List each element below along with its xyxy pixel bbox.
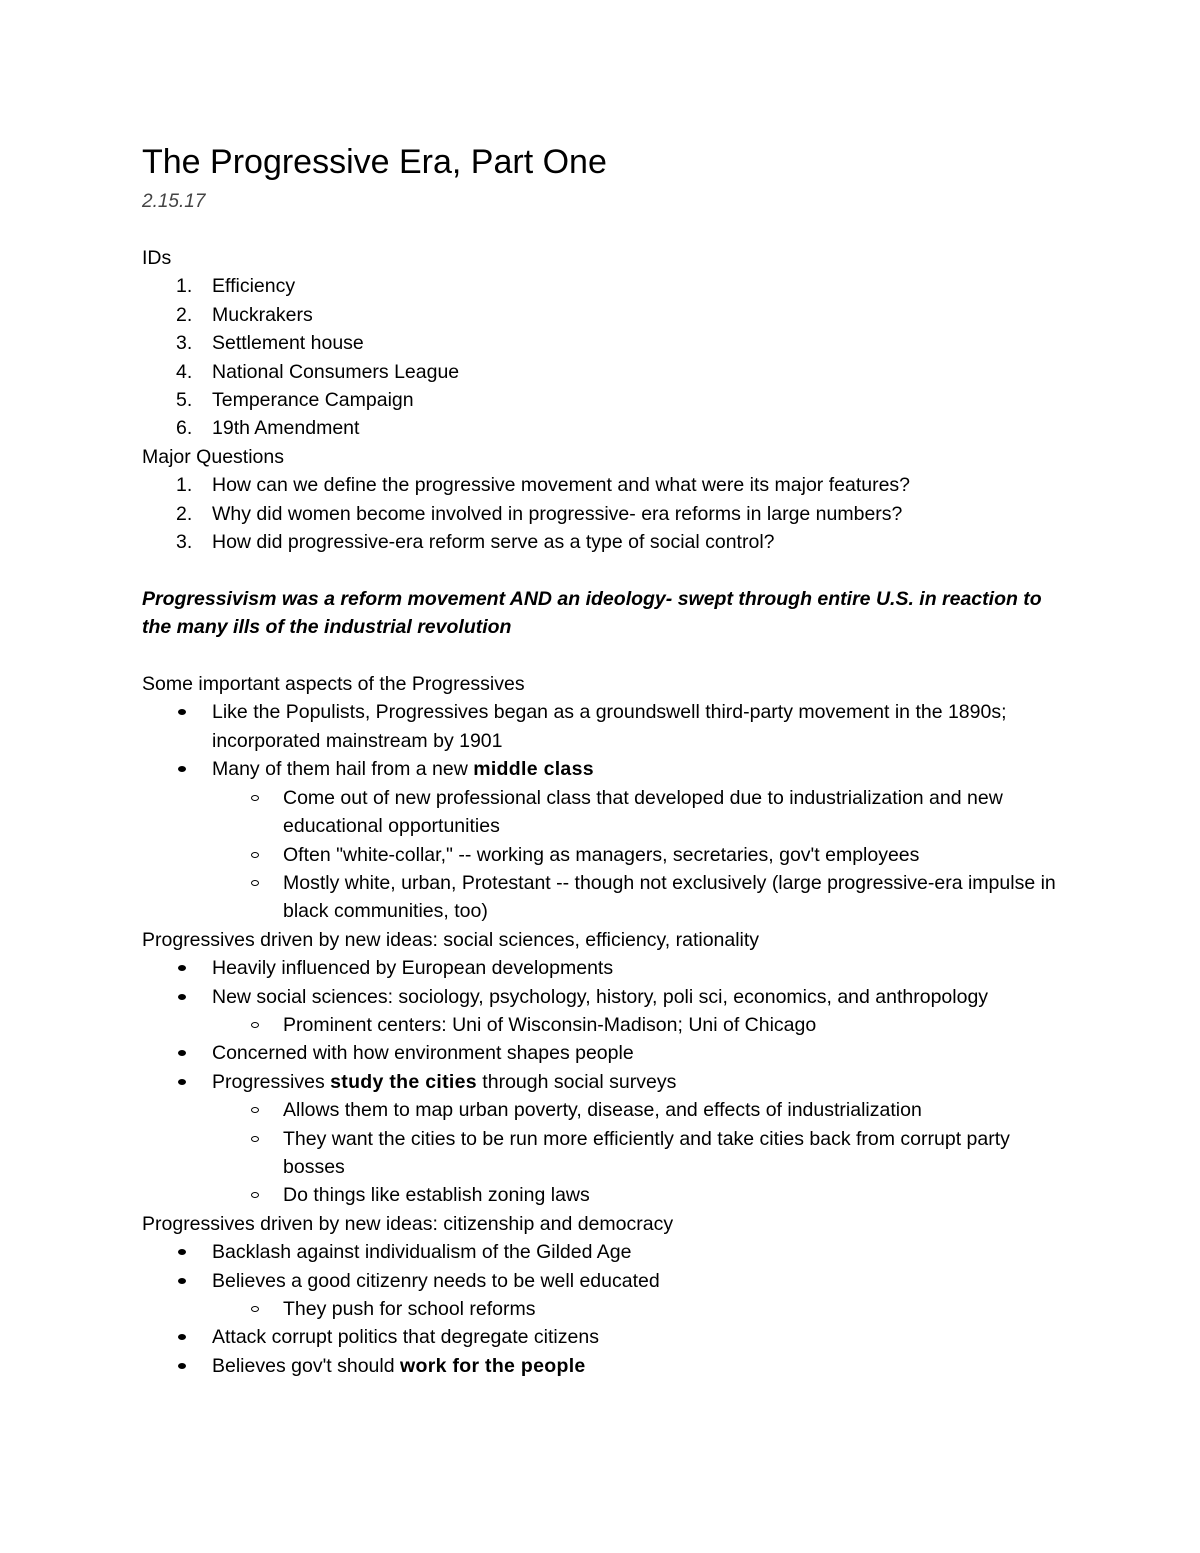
circle-bullet-icon bbox=[251, 795, 259, 801]
bullet-icon bbox=[178, 1050, 186, 1056]
document-date: 2.15.17 bbox=[142, 191, 206, 212]
list-item: Concerned with how environment shapes people bbox=[142, 1039, 1062, 1067]
document-body bbox=[142, 244, 1062, 1380]
bullet-icon bbox=[178, 994, 186, 1000]
questions-label: Major Questions bbox=[142, 445, 284, 468]
list-item: 5. Temperance Campaign bbox=[176, 389, 414, 412]
list-item: Progressives study the cities through social surveys bbox=[142, 1068, 1062, 1096]
list-item: 1. Efficiency bbox=[176, 275, 296, 298]
list-item: Prominent centers: Uni of Wisconsin-Madison; Uni of Chicago bbox=[142, 1011, 1062, 1039]
bullet-icon bbox=[178, 1079, 186, 1085]
list-item: Backlash against individualism of the Gilded Age bbox=[142, 1238, 1062, 1266]
circle-bullet-icon bbox=[251, 1136, 259, 1142]
bullet-icon bbox=[178, 1249, 186, 1255]
list-item: New social sciences: sociology, psychology, history, poli sci, economics, and anthropology bbox=[142, 983, 1062, 1011]
list-item: 4. National Consumers League bbox=[176, 360, 460, 383]
list-item: Heavily influenced by European developments bbox=[142, 954, 1062, 982]
thesis-heading: Progressivism was a reform movement AND an ideology- swept through entire U.S. in reaction to the many ills of the industrial revolution bbox=[142, 587, 1042, 639]
circle-bullet-icon bbox=[251, 1306, 259, 1312]
list-item: 3. Settlement house bbox=[176, 332, 364, 355]
list-item: Come out of new professional class that developed due to industrialization and new educational opportunities bbox=[142, 784, 1062, 841]
aspects-label: Some important aspects of the Progressives bbox=[142, 673, 525, 696]
ids-label: IDs bbox=[142, 247, 172, 269]
ideas1-label: Progressives driven by new ideas: social sciences, efficiency, rationality bbox=[142, 928, 760, 951]
circle-bullet-icon bbox=[251, 880, 259, 886]
ideas2-list bbox=[142, 1238, 1062, 1380]
circle-bullet-icon bbox=[251, 1107, 259, 1113]
ideas1-list bbox=[142, 954, 1062, 1210]
bullet-icon bbox=[178, 709, 186, 715]
list-item: 3. How did progressive-era reform serve as a type of social control? bbox=[176, 531, 775, 554]
list-item: 2. Why did women become involved in progressive- era reforms in large numbers? bbox=[176, 502, 903, 525]
list-item: 2. Muckrakers bbox=[176, 303, 313, 326]
list-item: 1. How can we define the progressive movement and what were its major features? bbox=[176, 474, 911, 497]
list-item: Like the Populists, Progressives began as a groundswell third-party movement in the 1890s; incorporated mainstream by 1901 bbox=[142, 698, 1062, 755]
list-item: Often "white-collar," -- working as managers, secretaries, gov't employees bbox=[142, 841, 1062, 869]
list-item: Many of them hail from a new middle class bbox=[142, 755, 1062, 783]
list-item: Mostly white, urban, Protestant -- though not exclusively (large progressive-era impulse in black communities, too) bbox=[142, 869, 1062, 926]
list-item: Attack corrupt politics that degregate citizens bbox=[142, 1323, 1062, 1351]
bullet-icon bbox=[178, 1278, 186, 1284]
list-item: They want the cities to be run more efficiently and take cities back from corrupt party bosses bbox=[142, 1125, 1062, 1182]
questions-list bbox=[142, 471, 1062, 556]
circle-bullet-icon bbox=[251, 1022, 259, 1028]
bullet-icon bbox=[178, 766, 186, 772]
ideas2-label: Progressives driven by new ideas: citizenship and democracy bbox=[142, 1212, 674, 1235]
circle-bullet-icon bbox=[251, 1192, 259, 1198]
bullet-icon bbox=[178, 965, 186, 971]
list-item: They push for school reforms bbox=[142, 1295, 1062, 1323]
list-item: Do things like establish zoning laws bbox=[142, 1181, 1062, 1209]
list-item: Allows them to map urban poverty, disease, and effects of industrialization bbox=[142, 1096, 1062, 1124]
list-item: 6. 19th Amendment bbox=[176, 417, 360, 440]
list-item: Believes a good citizenry needs to be well educated bbox=[142, 1267, 1062, 1295]
aspects-list bbox=[142, 698, 1062, 925]
document-title: The Progressive Era, Part One bbox=[142, 143, 607, 181]
bullet-icon bbox=[178, 1363, 186, 1369]
bullet-icon bbox=[178, 1334, 186, 1340]
list-item: Believes gov't should work for the people bbox=[142, 1352, 1062, 1380]
ids-list bbox=[142, 272, 1062, 442]
circle-bullet-icon bbox=[251, 852, 259, 858]
